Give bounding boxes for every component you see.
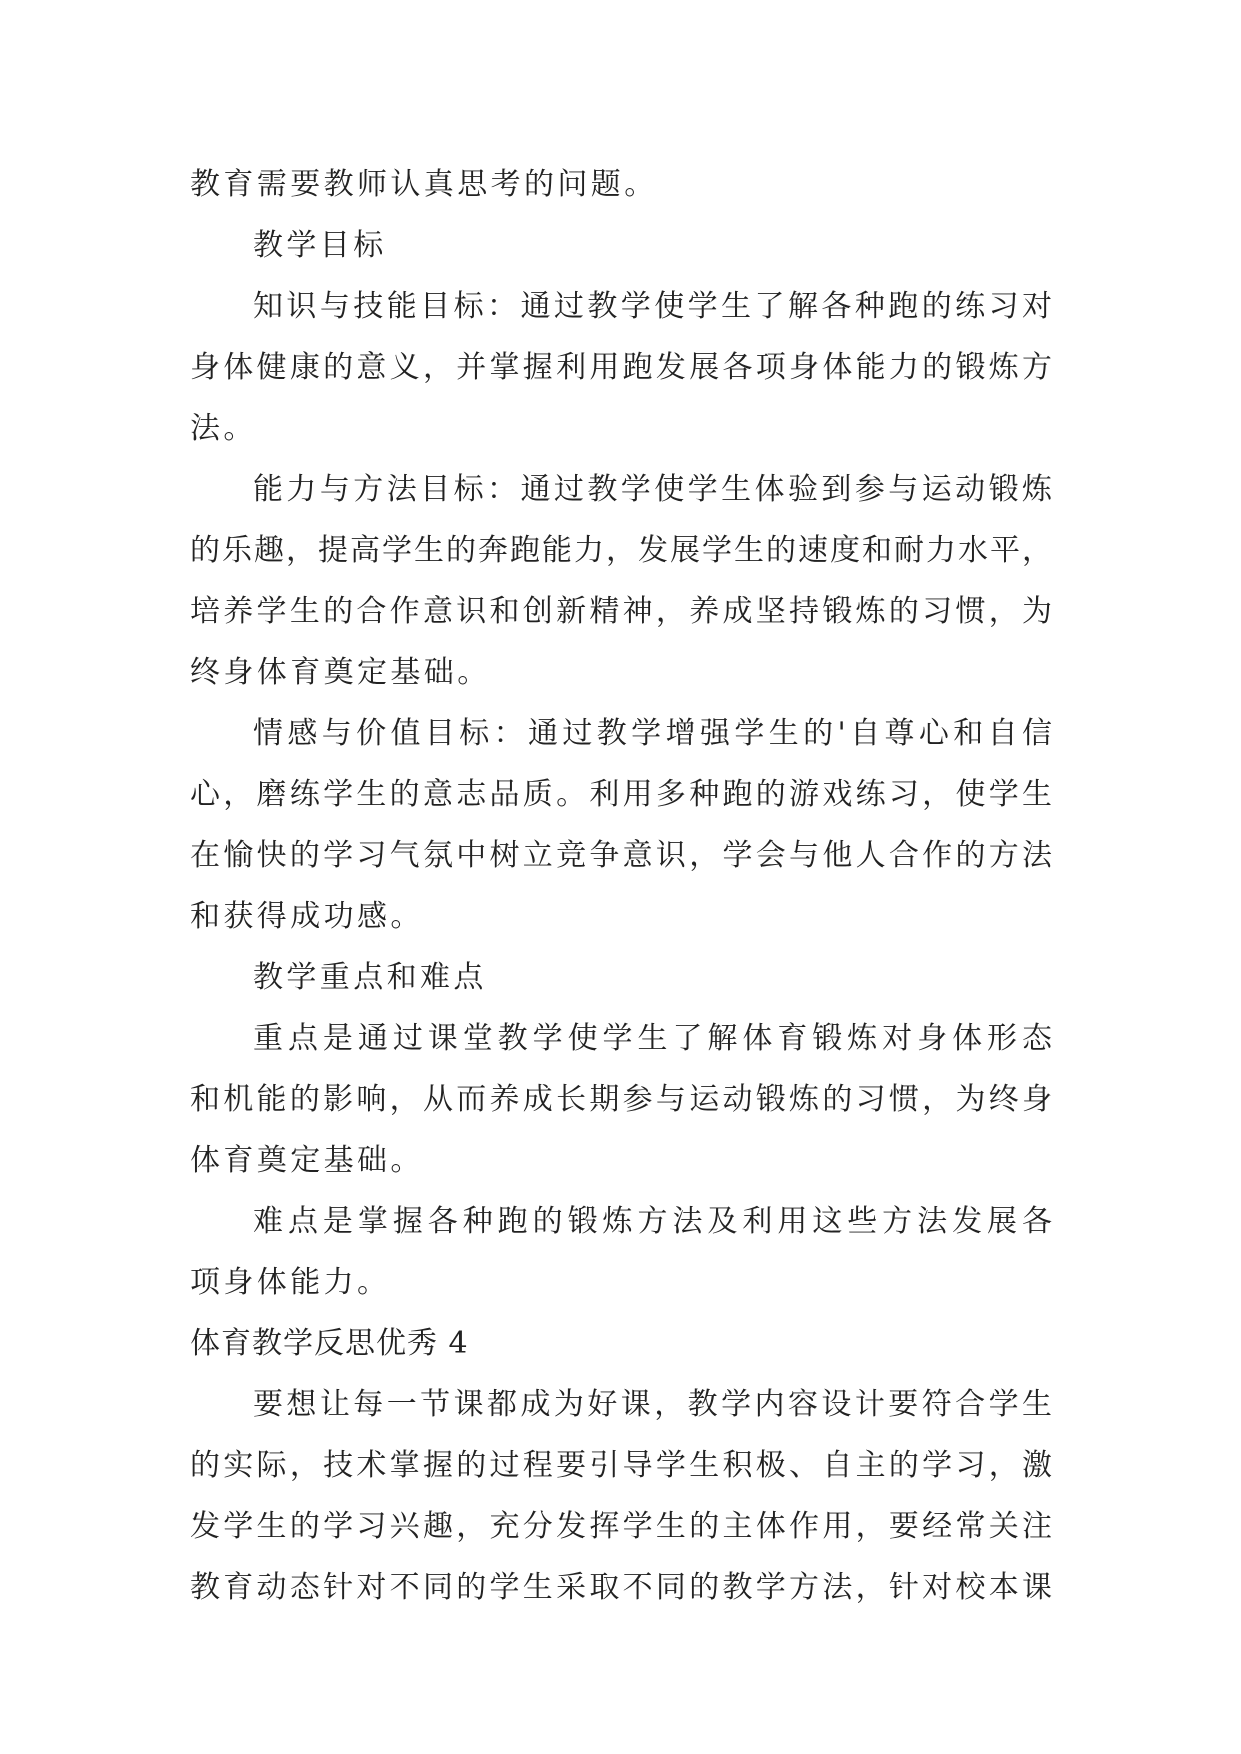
paragraph-line: 教育动态针对不同的学生采取不同的教学方法，针对校本课 <box>190 1570 1052 1605</box>
paragraph-line: 能力与方法目标：通过教学使学生体验到参与运动锻炼 <box>253 472 1052 507</box>
paragraph-line: 体育奠定基础。 <box>190 1143 424 1178</box>
article-title: 体育教学反思优秀 4 <box>190 1326 469 1361</box>
paragraph-line: 要想让每一节课都成为好课，教学内容设计要符合学生 <box>253 1387 1052 1422</box>
paragraph-line: 和获得成功感。 <box>190 899 424 934</box>
paragraph-line: 的实际，技术掌握的过程要引导学生积极、自主的学习，激 <box>190 1448 1052 1483</box>
paragraph-line: 心，磨练学生的意志品质。利用多种跑的游戏练习，使学生 <box>190 777 1052 812</box>
paragraph-line: 重点是通过课堂教学使学生了解体育锻炼对身体形态 <box>253 1021 1052 1056</box>
paragraph-line: 身体健康的意义，并掌握利用跑发展各项身体能力的锻炼方 <box>190 350 1052 385</box>
section-heading: 教学重点和难点 <box>253 960 487 995</box>
paragraph-line: 情感与价值目标：通过教学增强学生的'自尊心和自信 <box>253 716 1052 751</box>
paragraph-line: 培养学生的合作意识和创新精神，养成坚持锻炼的习惯，为 <box>190 594 1052 629</box>
paragraph-line: 的乐趣，提高学生的奔跑能力，发展学生的速度和耐力水平， <box>190 533 1052 568</box>
paragraph-line: 知识与技能目标：通过教学使学生了解各种跑的练习对 <box>253 289 1052 324</box>
paragraph-line: 和机能的影响，从而养成长期参与运动锻炼的习惯，为终身 <box>190 1082 1052 1117</box>
paragraph-line: 发学生的学习兴趣，充分发挥学生的主体作用，要经常关注 <box>190 1509 1052 1544</box>
paragraph-line: 难点是掌握各种跑的锻炼方法及利用这些方法发展各 <box>253 1204 1052 1239</box>
text-line: 教育需要教师认真思考的问题。 <box>190 167 658 202</box>
section-heading: 教学目标 <box>253 228 387 263</box>
document-page <box>190 154 1052 1618</box>
paragraph-line: 终身体育奠定基础。 <box>190 655 491 690</box>
paragraph-line: 在愉快的学习气氛中树立竞争意识，学会与他人合作的方法 <box>190 838 1052 873</box>
paragraph-line: 法。 <box>190 411 257 446</box>
paragraph-line: 项身体能力。 <box>190 1265 391 1300</box>
